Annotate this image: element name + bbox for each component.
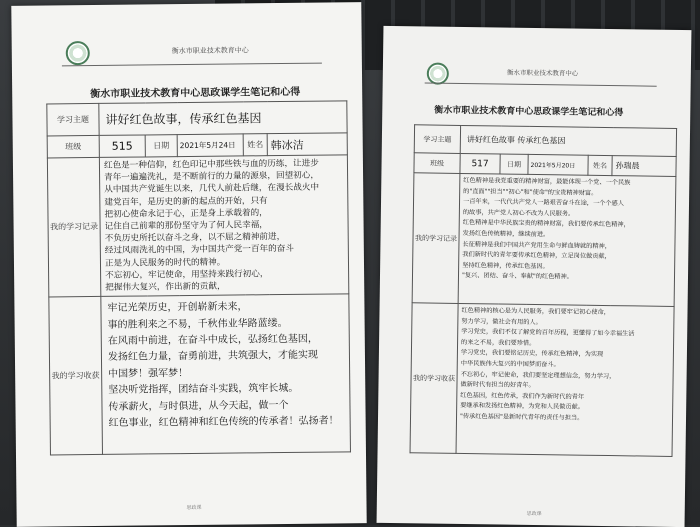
right-gains-line: 要继承和发扬红色精神，为党和人民做贡献。 xyxy=(460,402,584,412)
left-notes-label: 我的学习记录 xyxy=(47,157,100,297)
left-notes-text xyxy=(100,155,348,296)
right-gains-line: 学习党史，我们不仅了解党的百年历程，更懂得了如今幸福生活 xyxy=(461,328,635,338)
left-gains-line: 中国梦！强军梦！ xyxy=(108,367,189,380)
left-notes-line: 不负历史所托以奋斗之身，以不屈之精神前进， xyxy=(104,232,286,245)
right-notes-line: 的故事，共产党人初心不改为人民服务。 xyxy=(462,208,575,218)
left-date-label: 日期 xyxy=(145,135,177,157)
right-notes-line: 长征精神是我们中国共产党用生命与鲜血铸就的精神， xyxy=(462,240,611,250)
right-notes-text xyxy=(459,174,676,287)
right-doc-title: 衡水市职业技术教育中心思政课学生笔记和心得 xyxy=(434,105,624,119)
right-name-label: 姓名 xyxy=(588,155,612,175)
right-notes-label: 我的学习记录 xyxy=(412,173,460,304)
left-notes-line: 青年一遍遍洗礼，是不断前行的力量的源泉，回望初心， xyxy=(104,170,319,184)
left-gains-line: 坚决听党指挥，团结奋斗实践，筑牢长城。 xyxy=(108,383,299,397)
right-date-label: 日期 xyxy=(500,154,528,174)
right-notes-sheet xyxy=(377,26,692,527)
left-notes-sheet xyxy=(11,2,366,527)
right-header-rule xyxy=(425,82,657,86)
left-doc-title: 衡水市职业技术教育中心思政课学生笔记和心得 xyxy=(90,86,301,101)
left-gains-line: 发扬红色力量，奋勇前进，共筑强大，才能实现 xyxy=(107,350,319,364)
left-notes-line: 经过风雨洗礼的中国，为中国共产党一百年的奋斗 xyxy=(104,244,294,257)
right-gains-line: 学习党史，我们要铭记历史，传承红色精神，为实现 xyxy=(460,349,604,359)
right-notes-line: 的"直面""担当""初心"和"使命"的宝贵精神财富。 xyxy=(463,187,598,197)
school-logo-icon xyxy=(66,41,90,65)
left-notes-line: 把握伟大复兴，作出新的贡献， xyxy=(105,281,226,293)
right-gains-line: 红色精神的核心是为人民服务，我们要牢记初心使命， xyxy=(461,306,611,317)
right-gains-line: 红色基因，红色传承，我们作为新时代的青年 xyxy=(460,391,585,401)
left-gains-label: 我的学习收获 xyxy=(49,297,103,456)
left-form-table xyxy=(46,100,351,455)
left-gains-line: 牢记光荣历史，开创崭新未来， xyxy=(107,301,248,315)
right-notes-line: "复兴、团结、奋斗、奉献"的红色精神。 xyxy=(461,272,573,281)
right-gains-line: 中华民族伟大复兴的中国梦而奋斗。 xyxy=(460,359,560,369)
right-subject-value: 讲好红色故事 传承红色基因 xyxy=(460,125,676,156)
right-gains-line: 做新时代有担当的好青年。 xyxy=(460,381,535,390)
left-org-header: 衡水市职业技术教育中心 xyxy=(171,46,249,56)
left-name-value: 韩冰洁 xyxy=(267,133,347,156)
right-notes-line: 我们新时代的青年要传承红色精神，立足岗位做贡献， xyxy=(462,251,611,261)
right-footer: 思政课 xyxy=(526,510,542,518)
left-gains-line: 红色事业，红色精神和红色传统的传承者！弘扬者！ xyxy=(108,415,339,429)
left-class-label: 班级 xyxy=(47,135,99,158)
right-name-value: 孙瑞晨 xyxy=(612,156,676,177)
school-logo-icon xyxy=(427,62,449,84)
left-gains-line: 传承薪火，与时俱进，从今天起，做一个 xyxy=(108,399,289,413)
left-gains-line: 在风雨中前进，在奋斗中成长，弘扬红色基因， xyxy=(107,333,318,347)
right-subject-label: 学习主题 xyxy=(414,125,460,154)
left-notes-line: 把初心使命永记于心，正是身上承载着的， xyxy=(104,207,268,220)
left-header-rule xyxy=(62,63,322,67)
right-gains-line: 不忘初心，牢记使命，我们要坚定理想信念，努力学习， xyxy=(460,370,616,380)
right-date-value: 2021年5月20日 xyxy=(528,154,588,175)
left-notes-line: 红色是一种信仰，红色印记中那些铁与血的历练，让进步 xyxy=(103,158,319,171)
left-notes-line: 不忘初心，牢记使命，用坚持来践行初心， xyxy=(105,268,269,281)
left-notes-line: 正是为人民服务的时代的精神。 xyxy=(104,257,226,269)
right-gains-text xyxy=(457,304,674,428)
right-notes-line: 红色精神是中华民族宝贵的精神财富，我们要传承红色精神， xyxy=(462,219,630,229)
right-gains-line: 的来之不易，我们要珍惜。 xyxy=(461,338,536,347)
left-class-value: 515 xyxy=(99,135,145,157)
left-subject-value: 讲好红色故事，传承红色基因 xyxy=(99,101,347,136)
left-date-value: 2021年5月24日 xyxy=(177,134,243,157)
left-subject-label: 学习主题 xyxy=(47,103,99,136)
right-gains-line: 努力学习，做社会有用的人。 xyxy=(461,317,542,326)
right-gains-line: "传承红色基因"是新时代青年的责任与担当。 xyxy=(459,412,584,422)
left-notes-line: 记住自己前辈的那份坚守为了何人民幸福， xyxy=(104,220,268,232)
right-form-table xyxy=(410,124,678,457)
right-notes-line: 坚持红色精神，传承红色基因。 xyxy=(462,261,549,270)
right-gains-label: 我的学习收获 xyxy=(410,303,458,454)
left-footer: 思政课 xyxy=(186,504,202,512)
left-name-label: 姓名 xyxy=(243,134,267,156)
right-org-header: 衡水市职业技术教育中心 xyxy=(506,68,579,78)
right-notes-line: 红色精神是我党重要的精神财富，最能体现一个党、一个民族 xyxy=(463,177,631,187)
right-notes-line: 发扬红色传统精神，继续前进。 xyxy=(462,229,550,239)
right-class-label: 班级 xyxy=(414,153,460,174)
left-notes-line: 从中国共产党诞生以来，几代人前赴后继，在漫长战火中 xyxy=(104,183,320,196)
left-gains-text xyxy=(101,295,349,437)
left-notes-line: 建党百年，是历史的新的起点的开始，只有 xyxy=(104,195,268,208)
right-class-value: 517 xyxy=(460,153,500,174)
right-notes-line: 一百年来，一代代共产党人一路艰苦奋斗在途，一个个感人 xyxy=(462,198,624,208)
left-gains-line: 事的胜利来之不易，千秋伟业华路蓝缕。 xyxy=(107,317,288,331)
